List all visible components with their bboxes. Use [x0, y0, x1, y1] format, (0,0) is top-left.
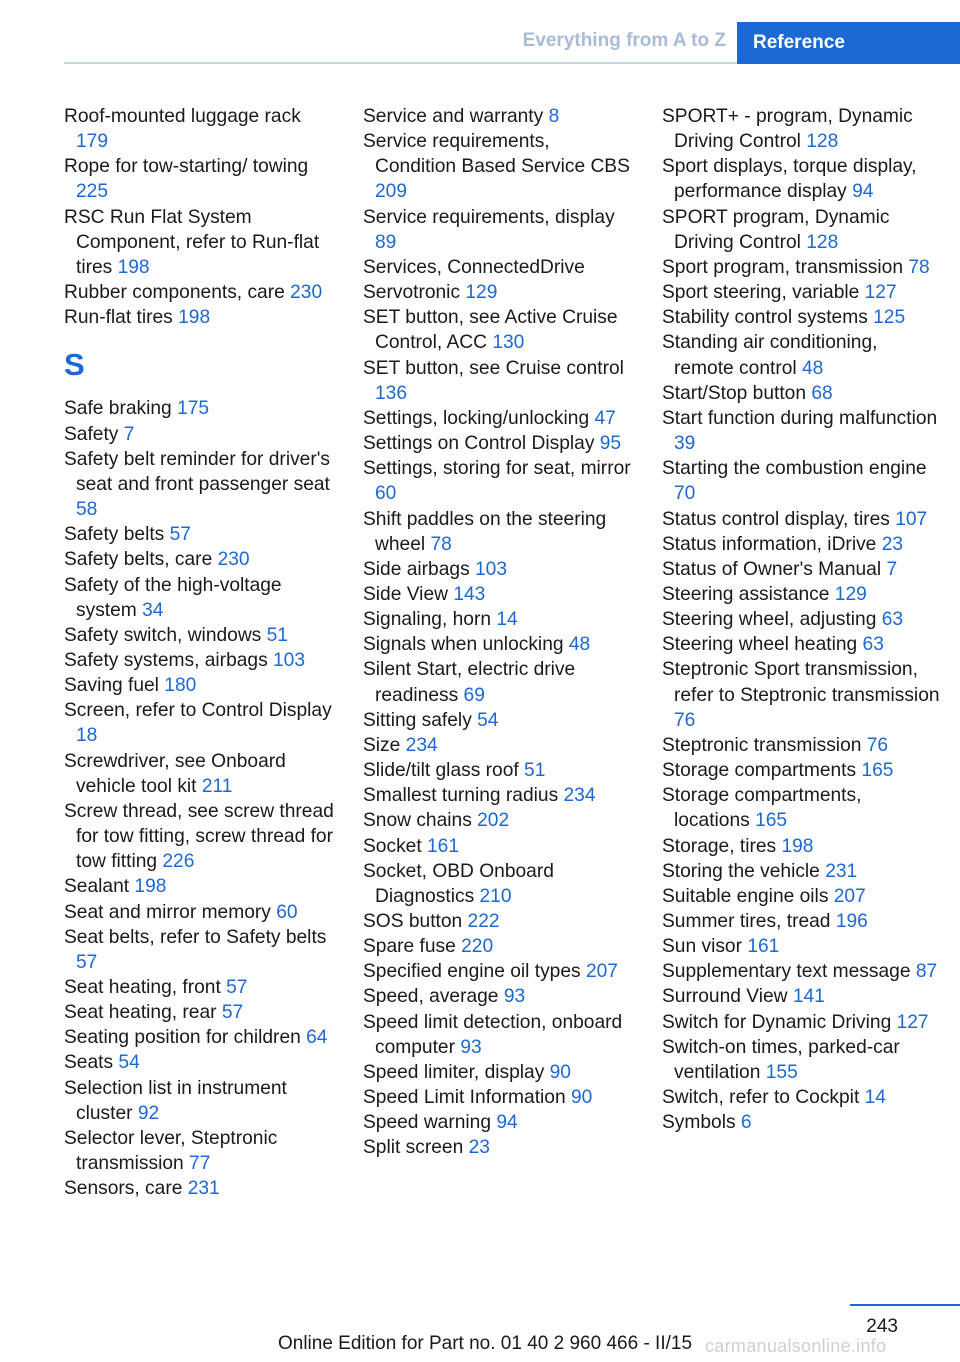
index-entry — [64, 698, 336, 748]
index-entry — [64, 280, 336, 305]
page-link[interactable]: 198 — [134, 876, 167, 898]
index-entry — [662, 834, 942, 859]
letter-heading: S — [64, 347, 85, 383]
index-entry — [662, 557, 942, 582]
entry-term: Shift paddles on the steering wheel — [363, 508, 607, 555]
index-entry — [363, 406, 635, 431]
entry-term: Seat belts, refer to Safety belts — [64, 926, 327, 948]
entry-term: Speed limit detection, onboard computer — [363, 1011, 623, 1058]
page-link[interactable]: 103 — [273, 649, 306, 671]
entry-term: RSC Run Flat System Component, refer to Run-flat tires — [64, 206, 320, 278]
index-entry — [363, 255, 635, 280]
page-link[interactable]: 175 — [177, 398, 210, 420]
entry-term: Start function during malfunction — [662, 407, 938, 429]
index-entry — [662, 783, 942, 833]
page-link[interactable]: 93 — [460, 1036, 482, 1058]
page-link[interactable]: 93 — [503, 986, 526, 1008]
entry-term: Sitting safely — [363, 709, 478, 731]
entry-term: SOS button — [363, 911, 468, 932]
entry-term: Steering assistance — [662, 583, 835, 605]
entry-term: Safety belts — [64, 524, 170, 546]
entry-term: Socket, OBD Onboard Diagnostics — [363, 860, 554, 907]
page-link[interactable]: 211 — [201, 775, 233, 797]
index-entry — [662, 280, 942, 305]
entry-term: Surround View — [662, 986, 793, 1008]
watermark: carmanualsonline.info — [705, 1336, 887, 1356]
page-link[interactable]: 155 — [765, 1061, 798, 1083]
entry-term: Service requirements, display — [363, 206, 615, 228]
index-entry — [363, 1110, 635, 1135]
page-link[interactable]: 92 — [137, 1102, 160, 1124]
page-link[interactable]: 127 — [864, 282, 897, 304]
page-link[interactable]: 130 — [492, 332, 525, 354]
entry-term: SET button, see Active Cruise Control, ACC — [363, 307, 618, 354]
page-link[interactable]: 90 — [570, 1087, 593, 1109]
page-link[interactable]: 76 — [674, 709, 696, 731]
index-entry — [662, 532, 942, 557]
page-link[interactable]: 54 — [118, 1052, 140, 1074]
index-entry — [363, 632, 635, 657]
page-link[interactable]: 18 — [76, 725, 98, 747]
index-entry — [662, 507, 942, 532]
index-entry — [64, 799, 336, 874]
entry-term: SPORT program, Dynamic Driving Control — [662, 206, 890, 253]
entry-term: Run-flat tires — [64, 307, 179, 329]
entry-term: Safety systems, airbags — [64, 649, 274, 671]
entry-term: Storage compartments, locations — [662, 785, 862, 832]
entry-term: Snow chains — [363, 810, 478, 832]
entry-term: Sun visor — [662, 936, 748, 958]
entry-term: Settings, locking/unlocking — [363, 407, 595, 429]
index-entry — [363, 1085, 635, 1110]
page-link[interactable]: 87 — [915, 961, 938, 983]
page-link[interactable]: 23 — [881, 533, 904, 555]
page-link[interactable]: 196 — [835, 911, 868, 932]
page-link[interactable]: 94 — [852, 181, 874, 203]
page-link[interactable]: 103 — [475, 558, 508, 580]
page-link[interactable]: 47 — [594, 407, 616, 429]
page-link[interactable]: 222 — [467, 911, 500, 932]
entry-term: Sealant — [64, 876, 135, 898]
index-entry — [363, 431, 635, 456]
entry-term: Rubber components, care — [64, 282, 291, 304]
entry-term: Size — [363, 734, 406, 756]
page-link[interactable]: 231 — [825, 860, 858, 882]
page-link[interactable]: 76 — [866, 734, 889, 756]
page-link[interactable]: 64 — [306, 1027, 328, 1049]
page-link[interactable]: 210 — [479, 885, 512, 907]
page-link[interactable]: 63 — [862, 634, 884, 656]
index-entry — [662, 632, 942, 657]
entry-term: Servotronic — [363, 282, 466, 304]
page-link[interactable]: 89 — [375, 231, 397, 253]
footer-rule — [850, 1304, 960, 1306]
page-link[interactable]: 198 — [117, 256, 150, 278]
entry-term: Supplementary text message — [662, 961, 916, 983]
index-entry — [662, 607, 942, 632]
page-link[interactable]: 209 — [375, 181, 408, 203]
entry-term: Silent Start, electric drive readiness — [363, 659, 576, 706]
entry-term: Starting the combustion engine — [662, 458, 927, 480]
index-entry — [363, 783, 635, 808]
page-link[interactable]: 60 — [375, 483, 397, 505]
entry-term: Status of Owner's Manual — [662, 558, 887, 580]
page-link[interactable]: 161 — [747, 936, 780, 958]
page-link[interactable]: 165 — [755, 810, 788, 832]
index-entry — [363, 205, 635, 255]
index-entry — [363, 280, 635, 305]
page-link[interactable]: 179 — [76, 131, 109, 153]
index-entry — [363, 1135, 635, 1160]
entry-term: Storage, tires — [662, 835, 782, 857]
index-entry — [64, 447, 336, 522]
page-link[interactable]: 143 — [453, 583, 486, 605]
entry-term: Settings, storing for seat, mirror — [363, 458, 631, 480]
index-entry — [363, 934, 635, 959]
index-entry — [662, 305, 942, 330]
index-entry — [662, 1010, 942, 1035]
index-entry — [64, 305, 336, 330]
header-section-title: Everything from A to Z — [522, 30, 726, 51]
index-entry — [64, 1076, 336, 1126]
entry-term: Rope for tow-starting/ towing — [64, 156, 309, 178]
entry-term: Safety belts, care — [64, 549, 218, 571]
index-entry — [64, 900, 336, 925]
index-entry — [64, 623, 336, 648]
index-entry — [64, 154, 336, 204]
entry-term: Steptronic transmission — [662, 734, 867, 756]
entry-term: Side airbags — [363, 558, 475, 580]
entry-term: Speed warning — [363, 1112, 497, 1134]
page-link[interactable]: 180 — [164, 675, 197, 697]
index-entry — [662, 1085, 942, 1110]
index-entry — [363, 859, 635, 909]
entry-term: Safety belt reminder for driver's seat and front passenger seat — [64, 448, 330, 495]
index-entry — [363, 708, 635, 733]
page-link[interactable]: 127 — [896, 1011, 929, 1033]
page-link[interactable]: 78 — [430, 533, 452, 555]
page-link[interactable]: 207 — [585, 961, 618, 983]
index-entry — [363, 356, 635, 406]
index-entry — [662, 733, 942, 758]
index-entry — [662, 104, 942, 154]
entry-term: Summer tires, tread — [662, 911, 836, 932]
index-entry — [662, 758, 942, 783]
index-entry — [363, 582, 635, 607]
index-entry — [64, 1126, 336, 1176]
page-link[interactable]: 7 — [123, 423, 135, 445]
entry-term: Roof-mounted luggage rack — [64, 106, 301, 127]
index-entry — [662, 959, 942, 984]
entry-term: Safe braking — [64, 398, 178, 420]
page-link[interactable]: 58 — [76, 499, 98, 521]
index-entry — [662, 657, 942, 732]
entry-term: Service requirements, Condition Based Service CBS — [363, 131, 630, 178]
index-entry — [662, 859, 942, 884]
index-entry — [662, 255, 942, 280]
page-link[interactable]: 128 — [806, 131, 839, 153]
index-entry — [64, 1000, 336, 1025]
page-link[interactable]: 57 — [226, 977, 248, 998]
entry-term: Symbols — [662, 1112, 741, 1134]
page-link[interactable]: 90 — [549, 1061, 571, 1083]
index-entry — [363, 557, 635, 582]
index-entry — [363, 834, 635, 859]
page-link[interactable]: 198 — [178, 307, 211, 329]
index-entry — [363, 456, 635, 506]
index-entry — [64, 1050, 336, 1075]
entry-term: Start/Stop button — [662, 382, 812, 404]
entry-term: Safety of the high-voltage system — [64, 574, 282, 621]
page-link[interactable]: 39 — [674, 433, 696, 455]
index-entry — [363, 808, 635, 833]
entry-term: Switch, refer to Cockpit — [662, 1087, 865, 1109]
page-link[interactable]: 230 — [290, 282, 323, 304]
page-link[interactable]: 225 — [76, 181, 109, 203]
page-link[interactable]: 94 — [496, 1112, 518, 1134]
index-entry — [662, 1110, 942, 1135]
page-link[interactable]: 77 — [189, 1153, 211, 1175]
page-link[interactable]: 51 — [524, 760, 546, 782]
index-entry — [363, 507, 635, 557]
entry-term: Seat and mirror memory — [64, 901, 277, 923]
entry-term: Sport program, transmission — [662, 256, 909, 278]
page-link[interactable]: 234 — [405, 734, 438, 756]
entry-term: Suitable engine oils — [662, 885, 834, 907]
index-entry — [363, 129, 635, 204]
entry-term: Seat heating, rear — [64, 1002, 222, 1024]
index-entry — [64, 422, 336, 447]
entry-term: Signals when unlocking — [363, 634, 569, 656]
index-entry — [64, 1176, 336, 1201]
entry-term: Seating position for children — [64, 1027, 307, 1049]
entry-term: Sport steering, variable — [662, 282, 865, 304]
entry-term: Specified engine oil types — [363, 961, 586, 983]
entry-term: Signaling, horn — [363, 609, 497, 631]
entry-term: Storing the vehicle — [662, 860, 826, 882]
page-link[interactable]: 230 — [217, 549, 250, 571]
page-link[interactable]: 234 — [563, 785, 596, 807]
entry-term: Seats — [64, 1052, 119, 1074]
page-link[interactable]: 14 — [864, 1087, 886, 1109]
page-link[interactable]: 51 — [266, 624, 288, 646]
page-link[interactable]: 14 — [496, 609, 518, 631]
entry-term: Service and warranty — [363, 106, 549, 127]
page-link[interactable]: 60 — [276, 901, 298, 923]
index-entry — [662, 582, 942, 607]
entry-term: Screen, refer to Control Display — [64, 700, 332, 722]
header-chapter-tab: Reference — [737, 22, 960, 64]
entry-term: Stability control systems — [662, 307, 874, 329]
entry-term: Steptronic Sport transmission, refer to Steptronic transmission — [662, 659, 940, 706]
entry-term: Sport displays, torque display, performance display — [662, 156, 917, 203]
entry-term: Screw thread, see screw thread for tow fitting, screw thread for tow fitting — [64, 800, 334, 873]
entry-term: Speed, average — [363, 986, 504, 1008]
index-column-2 — [363, 104, 635, 1161]
entry-term: Status information, iDrive — [662, 533, 882, 555]
index-entry — [662, 984, 942, 1009]
index-entry — [662, 456, 942, 506]
page-link[interactable]: 57 — [221, 1002, 244, 1024]
index-entry — [363, 733, 635, 758]
index-entry — [662, 381, 942, 406]
page-link[interactable]: 165 — [861, 760, 894, 782]
entry-term: Switch for Dynamic Driving — [662, 1011, 897, 1033]
entry-term: Safety switch, windows — [64, 624, 267, 646]
entry-term: Selector lever, Steptronic transmission — [64, 1127, 278, 1175]
page-link[interactable]: 57 — [169, 524, 191, 546]
entry-term: Services, ConnectedDrive — [363, 256, 585, 278]
page-link[interactable]: 48 — [801, 357, 824, 379]
index-entry — [363, 305, 635, 355]
entry-term: Slide/tilt glass roof — [363, 760, 525, 782]
index-entry — [363, 1010, 635, 1060]
entry-term: Steering wheel, adjusting — [662, 609, 882, 631]
entry-term: Smallest turning radius — [363, 785, 564, 807]
index-entry — [662, 330, 942, 380]
index-entry — [662, 909, 942, 934]
page-link[interactable]: 48 — [568, 634, 591, 656]
index-entry — [64, 975, 336, 1000]
page-link[interactable]: 7 — [886, 558, 898, 580]
index-entry — [64, 673, 336, 698]
index-column-3 — [662, 104, 942, 1135]
entry-term: Safety — [64, 423, 124, 445]
entry-term: Sensors, care — [64, 1178, 188, 1200]
page-link[interactable]: 141 — [792, 986, 825, 1008]
page-link[interactable]: 95 — [599, 433, 622, 455]
index-entry — [662, 205, 942, 255]
page-link[interactable]: 136 — [375, 382, 408, 404]
page-link[interactable]: 70 — [674, 483, 696, 505]
entry-term: Socket — [363, 835, 427, 857]
index-entry — [363, 909, 635, 934]
entry-term: Switch-on times, parked-car ventilation — [662, 1036, 900, 1083]
page-link[interactable]: 68 — [811, 382, 833, 404]
entry-term: SPORT+ - program, Dynamic Driving Control — [662, 106, 913, 153]
index-entry — [363, 657, 635, 707]
page-link[interactable]: 8 — [548, 106, 560, 127]
page-link[interactable]: 6 — [740, 1112, 752, 1134]
page-link[interactable]: 128 — [806, 231, 839, 253]
page-link[interactable]: 54 — [477, 709, 499, 731]
index-column-1 — [64, 104, 336, 1201]
entry-term: Screwdriver, see Onboard vehicle tool kit — [64, 750, 286, 797]
entry-term: Side View — [363, 583, 454, 605]
entry-term: Speed limiter, display — [363, 1061, 550, 1083]
page-link[interactable]: 129 — [834, 583, 867, 605]
page-link[interactable]: 231 — [187, 1178, 220, 1200]
page-link[interactable]: 57 — [76, 951, 98, 973]
page-link[interactable]: 220 — [461, 936, 494, 958]
index-entry — [662, 406, 942, 456]
index-entry — [662, 884, 942, 909]
index-entry — [363, 959, 635, 984]
entry-term: Settings on Control Display — [363, 433, 600, 455]
entry-term: Status control display, tires — [662, 508, 896, 530]
entry-term: Steering wheel heating — [662, 634, 863, 656]
page-link[interactable]: 78 — [908, 256, 930, 278]
page-number: 243 — [866, 1316, 898, 1337]
index-entry — [662, 1035, 942, 1085]
index-entry — [662, 154, 942, 204]
index-entry — [363, 984, 635, 1009]
entry-term: Saving fuel — [64, 675, 165, 697]
entry-term: Storage compartments — [662, 760, 862, 782]
index-entry — [64, 205, 336, 280]
index-entry — [64, 396, 336, 421]
index-entry — [64, 1025, 336, 1050]
index-entry — [64, 522, 336, 547]
index-entry — [662, 934, 942, 959]
index-entry — [64, 648, 336, 673]
index-entry — [64, 925, 336, 975]
page-link[interactable]: 207 — [833, 885, 866, 907]
index-entry — [64, 573, 336, 623]
page-link[interactable]: 34 — [142, 599, 164, 621]
entry-term: Seat heating, front — [64, 977, 227, 998]
index-entry — [64, 104, 336, 154]
entry-term: Split screen — [363, 1137, 469, 1159]
index-entry — [64, 547, 336, 572]
index-entry — [64, 749, 336, 799]
page-link[interactable]: 161 — [427, 835, 460, 857]
page-link[interactable]: 125 — [873, 307, 906, 329]
entry-term: Speed Limit Information — [363, 1087, 571, 1109]
entry-term: Spare fuse — [363, 936, 462, 958]
index-entry — [363, 758, 635, 783]
edition-note: Online Edition for Part no. 01 40 2 960 466 - II/15 — [277, 1333, 693, 1354]
index-entry — [363, 104, 635, 129]
page-link[interactable]: 226 — [162, 851, 195, 873]
page-link[interactable]: 107 — [895, 508, 928, 530]
entry-term: Standing air conditioning, remote control — [662, 332, 878, 379]
index-entry — [363, 1060, 635, 1085]
entry-term: SET button, see Cruise control — [363, 357, 624, 379]
page-link[interactable]: 23 — [468, 1137, 490, 1159]
entry-term: Selection list in instrument cluster — [64, 1077, 287, 1124]
page-link[interactable]: 69 — [463, 684, 485, 706]
page-link[interactable]: 202 — [477, 810, 510, 832]
page-link[interactable]: 63 — [881, 609, 904, 631]
index-entry — [363, 607, 635, 632]
index-entry — [64, 874, 336, 899]
page-link[interactable]: 129 — [465, 282, 498, 304]
page-link[interactable]: 198 — [781, 835, 814, 857]
